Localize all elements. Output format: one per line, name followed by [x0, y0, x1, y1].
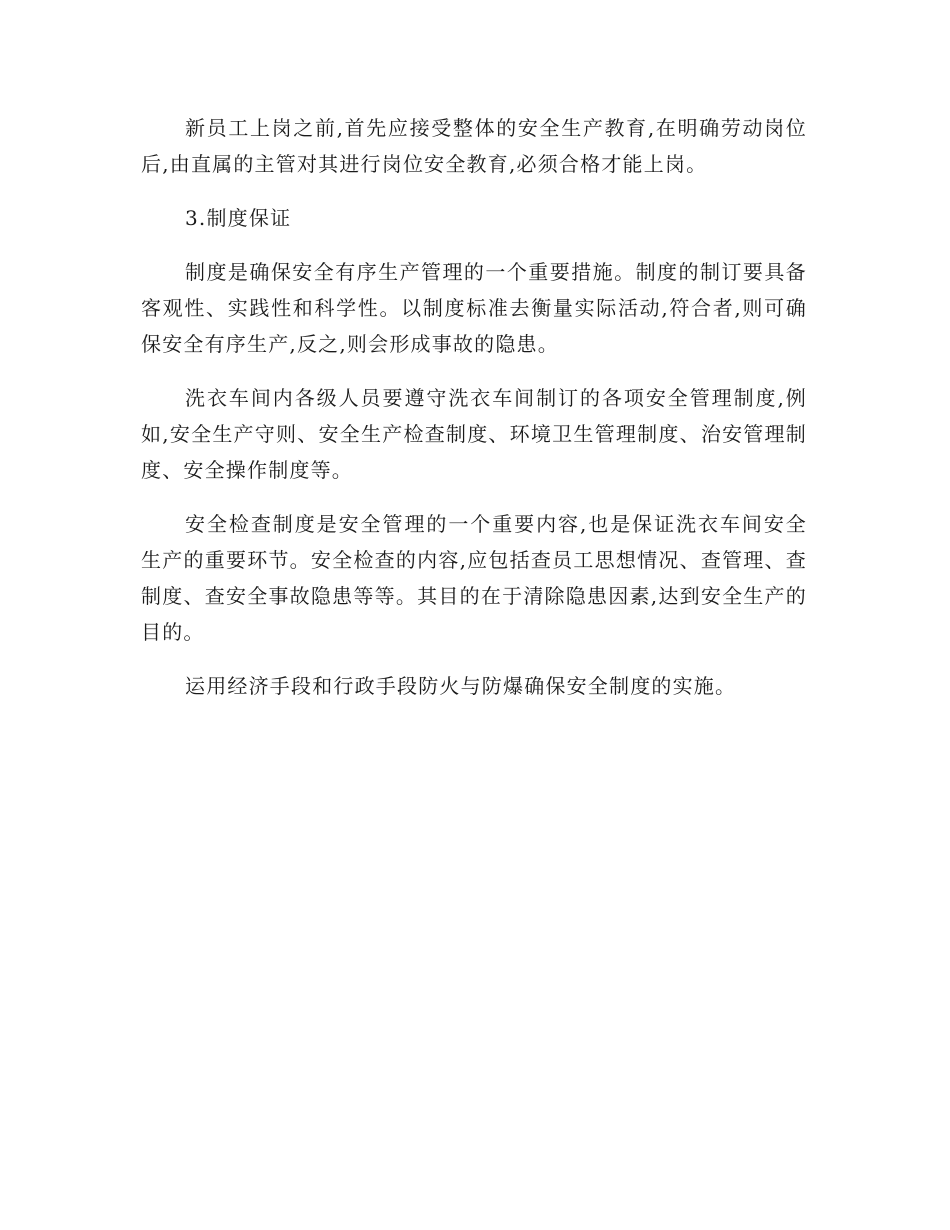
paragraph-economic-administrative-means: 运用经济手段和行政手段防火与防爆确保安全制度的实施。: [185, 674, 737, 698]
paragraph-new-employee-training: 新员工上岗之前,首先应接受整体的安全生产教育,在明确劳动岗位后,由直属的主管对其进行岗位安全教育,必须合格才能上岗。: [141, 116, 807, 176]
paragraph-system-importance: 制度是确保安全有序生产管理的一个重要措施。制度的制订要具备客观性、实践性和科学性。以制度标准去衡量实际活动,符合者,则可确保安全有序生产,反之,则会形成事故的隐患。: [141, 260, 807, 356]
section-heading-system-guarantee: 3.制度保证: [185, 206, 292, 230]
document-body: [141, 110, 807, 722]
paragraph-safety-inspection: 安全检查制度是安全管理的一个重要内容,也是保证洗衣车间安全生产的重要环节。安全检查的内容,应包括查员工思想情况、查管理、查制度、查安全事故隐患等等。其目的在于清除隐患因素,达到安全生产的目的。: [141, 512, 807, 644]
paragraph-laundry-rules: 洗衣车间内各级人员要遵守洗衣车间制订的各项安全管理制度,例如,安全生产守则、安全生产检查制度、环境卫生管理制度、治安管理制度、安全操作制度等。: [141, 386, 807, 482]
